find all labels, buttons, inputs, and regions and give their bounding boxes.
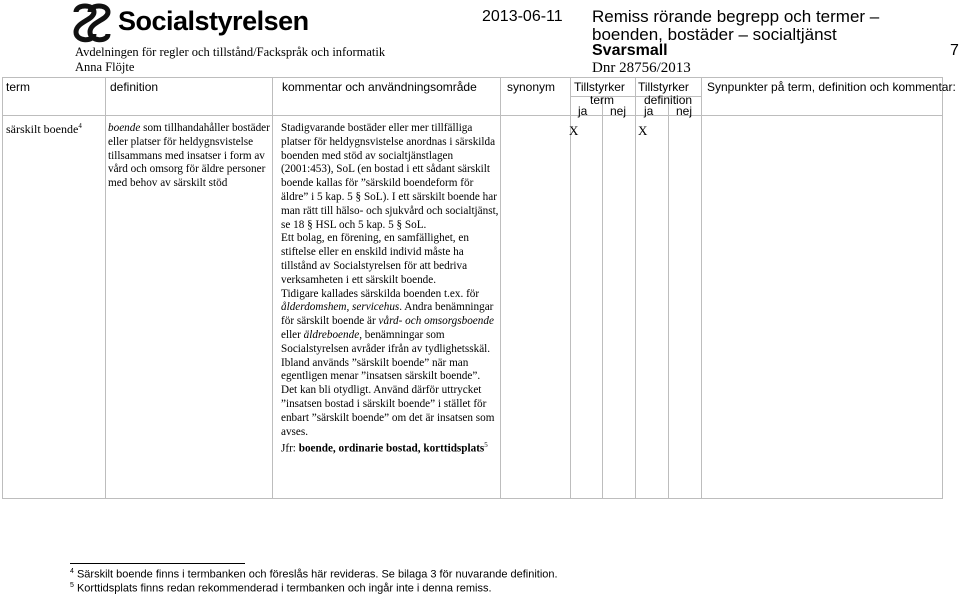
definition-text: som tillhandahåller bostäder eller platser för heldygnsvistelse tillsammans med insatser i form av vård och omsorg för äldre personer med behov av särskilt stöd (108, 122, 270, 190)
comment-alt-name-2: äldreboende (303, 328, 360, 341)
header-definition: definition (110, 80, 159, 94)
document-title-line2: boenden, bostäder – socialtjänst (592, 25, 837, 44)
row-comment (281, 122, 499, 457)
col-border-left (2, 77, 3, 499)
comment-p3-text-3: eller (281, 328, 304, 341)
table-header-bottom (2, 115, 943, 116)
footnote-5-text: Korttidsplats finns redan rekommenderad i termbanken och ingår inte i denna remiss. (76, 582, 492, 595)
row-term (6, 120, 102, 137)
comment-paragraph-1: Stadigvarande bostäder eller mer tillfälliga platser för heldygnsvistelse anordnas i särskilda boenden med stöd av socialtjänstlagen (2001:453), SoL (en bostad i ett sådant särskilt boende kallas för ”särskild boendeform för äldre” i 5 kap. 5 § SoL). I ett särskilt boende har man rätt till hälso- och sjukvård och socialtjänst, se 18 § HSL och 5 kap. 5 § SoL. (281, 122, 499, 231)
col-border-synonym (570, 77, 571, 499)
comment-old-names: ålderdomshem, servicehus (281, 301, 400, 314)
col-border-comment (500, 77, 501, 499)
comment-related-terms: boende, ordinarie bostad, korttidsplats (298, 443, 485, 456)
header-def-ja: ja (644, 104, 654, 118)
row-term-text: särskilt boende (6, 122, 79, 136)
table-border-top (2, 77, 943, 78)
author-name: Anna Flöjte (75, 60, 135, 74)
comment-p3-text-4: , benämningar som Socialstyrelsen avråder ifrån av tydlighetsskäl. (281, 328, 491, 355)
footnote-4 (70, 568, 558, 581)
comment-p3-text-2: . Andra benämningar för särskilt boende är (281, 301, 494, 328)
document-number: Dnr 28756/2013 (592, 60, 691, 76)
table-border-bottom (2, 498, 943, 499)
header-supports-definition: Tillstyrker (638, 80, 689, 94)
definition-lead-term: boende (108, 122, 141, 134)
footnote-4-text: Särskilt boende finns i termbanken och föreslås här revideras. Se bilaga 3 för nuvarande definition. (76, 568, 558, 581)
logo-emblem-icon (76, 6, 108, 40)
term-footnote-ref: 4 (78, 122, 82, 130)
form-name: Svarsmall (592, 42, 668, 59)
terms-table (2, 77, 956, 499)
comment-paragraph-5 (281, 439, 499, 457)
header-feedback: Synpunkter på term, definition och kommentar: (707, 80, 956, 94)
col-border-supports-term (635, 77, 636, 499)
page-number: 7 (950, 42, 959, 59)
header-term: term (6, 80, 30, 94)
comment-footnote-ref: 5 (484, 441, 488, 450)
col-border-definition (272, 77, 273, 499)
col-border-term-ja (602, 96, 603, 499)
header-def-nej: nej (676, 104, 693, 118)
header-supports-definition-2: definition (644, 93, 693, 107)
header-term-ja: ja (578, 104, 588, 118)
header-comment: kommentar och användningsområde (282, 80, 477, 94)
header-supports-term: Tillstyrker (574, 80, 625, 94)
definition-support-ja-mark: X (638, 123, 648, 138)
department-name: Avdelningen för regler och tillstånd/Fackspråk och informatik (75, 45, 386, 59)
header-synonym: synonym (507, 80, 556, 94)
comment-compare-label: Jfr: (281, 443, 299, 456)
col-border-def-ja (668, 96, 669, 499)
header-term-nej: nej (610, 104, 627, 118)
comment-paragraph-3 (281, 288, 499, 357)
comment-paragraph-2: Ett bolag, en förening, en samfällighet, en stiftelse eller en enskild individ måste ha tillstånd av Socialstyrelsen för att bedriva verksamheten i ett särskilt boende. (281, 232, 469, 286)
document-title-line1: Remiss rörande begrepp och termer – (592, 7, 880, 26)
col-border-right (942, 77, 943, 499)
comment-p3-text: Tidigare kallades särskilda boenden t.ex. för (281, 287, 480, 300)
document-date: 2013-06-11 (482, 8, 563, 25)
col-border-term (105, 77, 106, 499)
footnote-4-number: 4 (70, 568, 74, 575)
row-definition (108, 122, 270, 191)
comment-alt-name-1: vård- och omsorgsboende (378, 315, 494, 328)
footnote-5 (70, 582, 492, 595)
org-name: Socialstyrelsen (118, 6, 309, 36)
comment-paragraph-4: Ibland används ”särskilt boende” när man egentligen menar ”insatsen särskilt boende”. Det kan bli otydligt. Använd därför uttrycket ”insatsen bostad i särskilt boende” i stället för enbart ”särskilt boende” om det är insatsen som avses. (281, 356, 495, 438)
footnote-5-number: 5 (70, 582, 74, 589)
footnote-separator (70, 563, 245, 564)
header-supports-term-2: term (590, 93, 614, 107)
col-border-supports-def (701, 77, 702, 499)
term-support-ja-mark: X (569, 123, 579, 138)
